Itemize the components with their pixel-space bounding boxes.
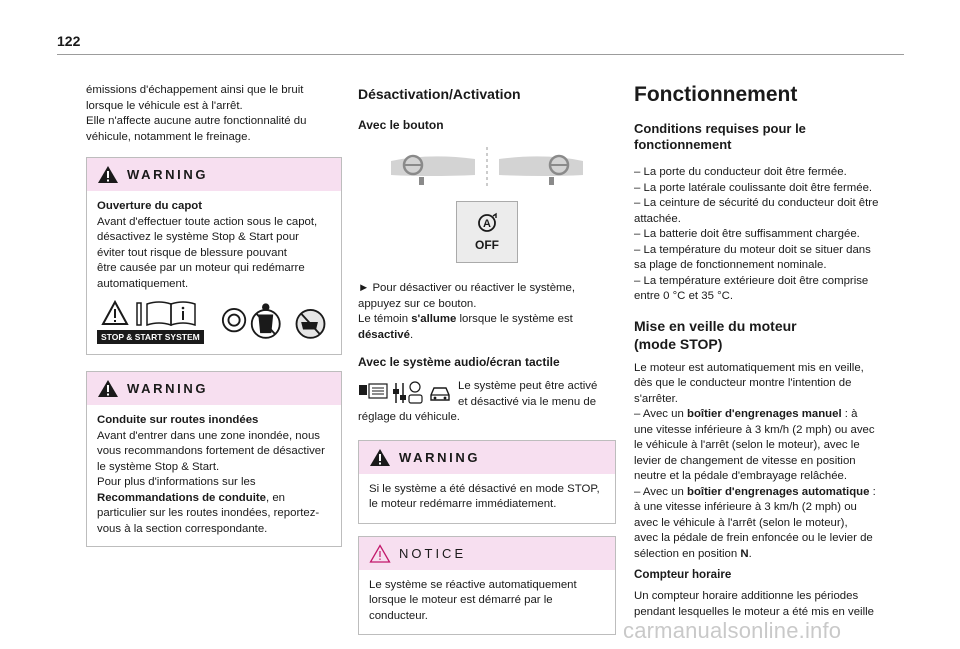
warning-triangle-icon	[97, 379, 119, 398]
warning-box-flood	[86, 371, 342, 547]
prohibited-service-icons	[221, 300, 331, 344]
warning-triangle-icon	[97, 165, 119, 184]
stop-start-caption: STOP & START SYSTEM	[97, 330, 204, 344]
stop-mode-heading: Mise en veille du moteur (mode STOP)	[634, 317, 797, 352]
stop-start-label-group	[97, 300, 215, 344]
audio-icons	[358, 379, 452, 405]
warning-header	[87, 372, 341, 405]
stop-mode-text: Le moteur est automatiquement mis en veille, dès que le conducteur montre l'intention de s'arrêter. – Avec un boîtier d'engrenages manuel : à une vitesse inférieure à 3 km/h (2 mph) ou avec le véhicule à l'arrêt (selon le moteur), avec le levier de changement de vitesse en position neutre et la pédale d'embrayage relâchée. – Avec un boîtier d'engrenages automatique : à une vitesse inférieure à 3 km/h (2 mph) ou avec le véhicule à l'arrêt (selon le moteur), avec la pédale de frein enfoncée ou le levier de sélection en position N.	[634, 361, 876, 560]
figure-divider	[485, 147, 489, 187]
warning-text: Conduite sur routes inondées Avant d'entrer dans une zone inondée, nous vous recommandons fortement de désactiver le système Stop & Start. Pour plus d'informations sur les Recommandations de conduite, en particulier sur les routes inondées, reportez- vous à la section correspondante.	[97, 414, 325, 535]
warning-label: WARNING	[399, 449, 481, 465]
notice-header	[359, 537, 615, 570]
conditions-list: – La porte du conducteur doit être fermée. – La porte latérale coulissante doit être fermée. – La ceinture de sécurité du conducteur doit être attachée. – La batterie doit être suffisamment chargée. – La température du moteur doit se situer dans sa plage de fonctionnement nominale. – La température extérieure doit être comprise entre 0 °C et 35 °C.	[634, 166, 879, 302]
warning-title: Ouverture du capot	[97, 200, 203, 212]
deactivation-heading: Désactivation/Activation	[358, 86, 521, 102]
settings-sliders-icon	[392, 381, 424, 405]
hood-pictograms-icon	[97, 300, 215, 328]
off-label: OFF	[475, 238, 499, 252]
warning-header	[87, 158, 341, 191]
button-instructions: ► Pour désactiver ou réactiver le système, appuyez sur ce bouton. Le témoin s'allume lorsque le système est désactivé.	[358, 282, 576, 341]
svg-text:A: A	[483, 218, 491, 230]
touchscreen-menu-icon	[358, 381, 388, 405]
audio-instructions	[358, 379, 616, 410]
vehicle-icon	[428, 381, 452, 405]
audio-text-end: réglage du véhicule.	[358, 411, 460, 423]
notice-triangle-icon	[369, 544, 391, 563]
warning-triangle-icon	[369, 448, 391, 467]
hour-counter-text: Un compteur horaire additionne les périodes pendant lesquelles le moteur a été mis en veille	[634, 590, 874, 618]
column-left	[86, 83, 342, 547]
warning-label: WARNING	[127, 167, 209, 182]
dashboard-right-icon	[497, 147, 585, 187]
dashboard-left-icon	[389, 147, 477, 187]
warning-header	[359, 441, 615, 474]
notice-box	[358, 536, 616, 636]
dashboard-location-figure	[358, 147, 616, 187]
auto-a-icon	[476, 212, 498, 234]
warning-text: Si le système a été désactivé en mode STOP, le moteur redémarre immédiatement.	[369, 482, 600, 510]
with-button-subheading: Avec le bouton	[358, 118, 444, 132]
intro-paragraph: émissions d'échappement ainsi que le bruit lorsque le véhicule est à l'arrêt. Elle n'affecte aucune autre fonctionnalité du véhicule, notamment le freinage.	[86, 84, 307, 143]
watermark: carmanualsonline.info	[623, 618, 842, 643]
column-middle	[358, 83, 616, 635]
driving-recommendations-ref: Recommandations de conduite	[97, 491, 266, 504]
warning-box-stop	[358, 440, 616, 524]
warning-text: Ouverture du capot Avant d'effectuer toute action sous le capot, désactivez le système Stop & Start pour éviter tout risque de blessure pouvant être causée par un moteur qui redémarre automatiquement.	[97, 200, 318, 290]
warning-box-hood	[86, 157, 342, 355]
warning-label: WARNING	[127, 381, 209, 396]
header-divider	[57, 54, 904, 55]
audio-subheading: Avec le système audio/écran tactile	[358, 355, 560, 369]
conditions-heading: Conditions requises pour le fonctionnement	[634, 121, 806, 152]
notice-text: Le système se réactive automatiquement lorsque le moteur est démarré par le conducteur.	[369, 578, 577, 622]
stop-start-off-button[interactable]	[456, 201, 518, 263]
warning-pictogram-strip	[97, 300, 331, 344]
page-number: 122	[57, 33, 81, 49]
section-title: Fonctionnement	[634, 83, 798, 106]
notice-label: NOTICE	[399, 545, 467, 561]
warning-title: Conduite sur routes inondées	[97, 414, 259, 426]
hour-counter-heading: Compteur horaire	[634, 568, 732, 581]
column-right	[634, 83, 894, 620]
audio-text: Le système peut être activé et désactivé via le menu de	[458, 380, 598, 408]
